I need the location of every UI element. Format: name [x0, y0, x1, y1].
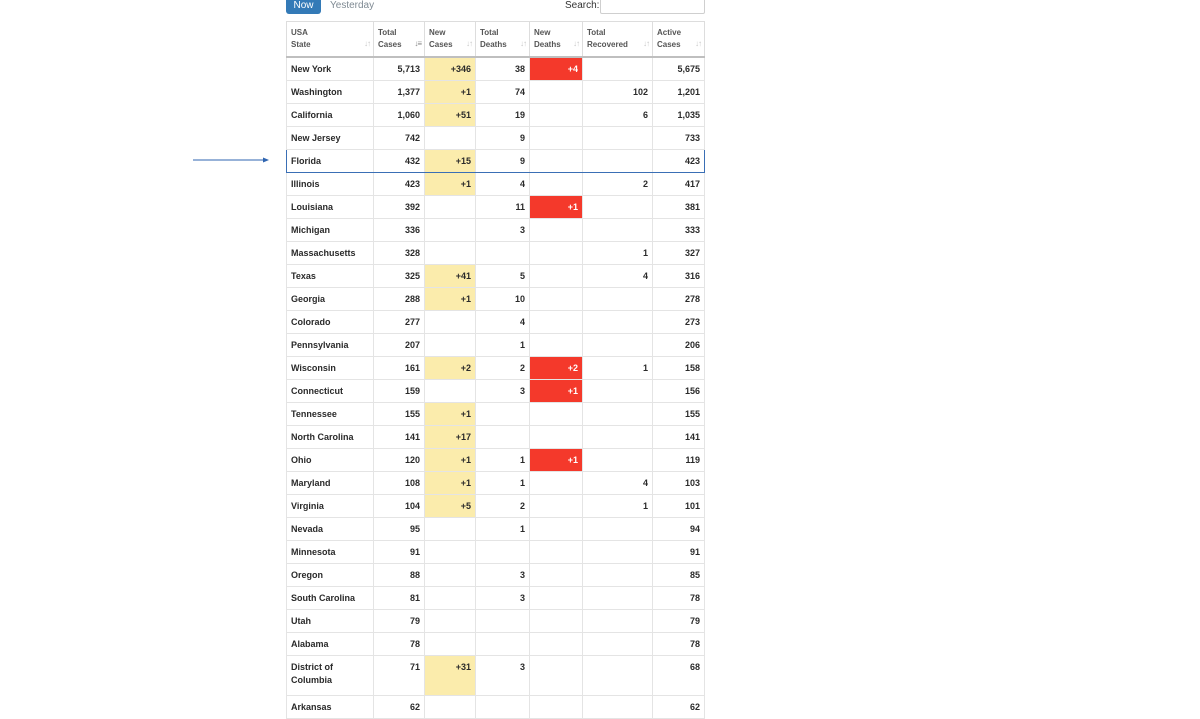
cell-total-deaths: 3	[476, 380, 530, 403]
cell-new-cases	[425, 380, 476, 403]
cell-active-cases: 91	[653, 541, 705, 564]
cell-state: Illinois	[287, 173, 374, 196]
cell-new-cases: +41	[425, 265, 476, 288]
column-header-line2: Deaths	[534, 40, 561, 49]
cell-new-deaths	[530, 150, 583, 173]
column-header-line1: Total	[378, 28, 397, 37]
table-row[interactable]	[287, 242, 705, 265]
cell-total-cases: 88	[374, 564, 425, 587]
column-header-line2: State	[291, 40, 311, 49]
cell-state: Virginia	[287, 495, 374, 518]
cell-new-cases: +2	[425, 357, 476, 380]
cell-state: Colorado	[287, 311, 374, 334]
cell-state: Utah	[287, 610, 374, 633]
cell-total-deaths: 4	[476, 311, 530, 334]
cell-state: Ohio	[287, 449, 374, 472]
cell-new-deaths	[530, 633, 583, 656]
column-header-line1: Total	[587, 28, 606, 37]
cell-new-cases: +5	[425, 495, 476, 518]
cell-new-deaths	[530, 656, 583, 696]
cell-total-cases: 1,377	[374, 81, 425, 104]
cell-new-cases: +1	[425, 472, 476, 495]
table-row[interactable]	[287, 81, 705, 104]
cell-new-cases: +346	[425, 57, 476, 81]
cell-new-cases	[425, 610, 476, 633]
table-row[interactable]	[287, 127, 705, 150]
cell-total-deaths: 3	[476, 587, 530, 610]
cell-total-cases: 104	[374, 495, 425, 518]
cell-state: Texas	[287, 265, 374, 288]
cell-new-cases	[425, 334, 476, 357]
cell-active-cases: 85	[653, 564, 705, 587]
cell-state: New York	[287, 57, 374, 81]
sort-icon: ↓↑	[695, 39, 701, 48]
cell-new-deaths	[530, 541, 583, 564]
cell-total-deaths	[476, 403, 530, 426]
column-header-line1: USA	[291, 28, 308, 37]
cell-total-recovered	[583, 219, 653, 242]
cell-total-recovered	[583, 127, 653, 150]
cell-new-deaths	[530, 311, 583, 334]
cell-total-deaths: 1	[476, 449, 530, 472]
cell-active-cases: 94	[653, 518, 705, 541]
cell-total-recovered	[583, 380, 653, 403]
cell-new-deaths: +1	[530, 449, 583, 472]
cell-new-deaths	[530, 518, 583, 541]
cell-total-recovered	[583, 150, 653, 173]
cell-total-cases: 423	[374, 173, 425, 196]
usa-cases-table	[286, 21, 705, 719]
table-row[interactable]	[287, 403, 705, 426]
cell-active-cases: 273	[653, 311, 705, 334]
cell-total-deaths: 4	[476, 173, 530, 196]
cell-total-deaths: 38	[476, 57, 530, 81]
cell-total-cases: 207	[374, 334, 425, 357]
cell-total-recovered	[583, 288, 653, 311]
search-input[interactable]	[600, 0, 705, 14]
sort-icon: ↓↑	[364, 39, 370, 48]
cell-total-cases: 432	[374, 150, 425, 173]
column-header-line2: Deaths	[480, 40, 507, 49]
cell-new-cases: +1	[425, 403, 476, 426]
cell-active-cases: 156	[653, 380, 705, 403]
column-header-line1: Total	[480, 28, 499, 37]
column-header-state[interactable]	[287, 22, 374, 58]
table-row[interactable]	[287, 219, 705, 242]
cell-new-deaths	[530, 242, 583, 265]
column-header-line2: Recovered	[587, 40, 628, 49]
cell-total-cases: 95	[374, 518, 425, 541]
cell-new-cases	[425, 518, 476, 541]
cell-active-cases: 206	[653, 334, 705, 357]
cell-total-cases: 62	[374, 696, 425, 719]
cell-total-deaths: 19	[476, 104, 530, 127]
cell-total-recovered	[583, 541, 653, 564]
cell-active-cases: 103	[653, 472, 705, 495]
cell-new-deaths	[530, 403, 583, 426]
cell-active-cases: 733	[653, 127, 705, 150]
cell-total-recovered	[583, 403, 653, 426]
cell-state: District of Columbia	[287, 656, 374, 696]
cell-total-recovered	[583, 587, 653, 610]
cell-total-deaths	[476, 633, 530, 656]
cell-total-recovered	[583, 449, 653, 472]
cell-new-cases	[425, 541, 476, 564]
cell-new-deaths	[530, 219, 583, 242]
cell-total-cases: 141	[374, 426, 425, 449]
cell-total-deaths: 1	[476, 472, 530, 495]
cell-active-cases: 333	[653, 219, 705, 242]
cell-state: Connecticut	[287, 380, 374, 403]
table-row[interactable]	[287, 150, 705, 173]
table-row[interactable]	[287, 288, 705, 311]
table-row[interactable]	[287, 495, 705, 518]
column-header-new-deaths[interactable]	[530, 22, 583, 58]
toolbar	[286, 0, 706, 16]
sort-icon: ↓↑	[573, 39, 579, 48]
cell-total-cases: 277	[374, 311, 425, 334]
sort-desc-icon: ↓≡	[414, 39, 421, 48]
cell-active-cases: 316	[653, 265, 705, 288]
cell-total-deaths: 3	[476, 656, 530, 696]
table-row[interactable]	[287, 610, 705, 633]
cell-total-deaths: 74	[476, 81, 530, 104]
cell-total-cases: 108	[374, 472, 425, 495]
table-row[interactable]	[287, 104, 705, 127]
cell-new-cases: +1	[425, 449, 476, 472]
table-header-row	[287, 22, 705, 58]
cell-active-cases: 101	[653, 495, 705, 518]
column-header-line2: Cases	[657, 40, 681, 49]
cell-new-deaths	[530, 265, 583, 288]
cell-state: New Jersey	[287, 127, 374, 150]
cell-new-deaths	[530, 127, 583, 150]
cell-total-cases: 91	[374, 541, 425, 564]
cell-total-cases: 325	[374, 265, 425, 288]
column-header-line2: Cases	[429, 40, 453, 49]
table-row[interactable]	[287, 541, 705, 564]
cell-total-cases: 159	[374, 380, 425, 403]
tab-now[interactable]: Now	[286, 0, 321, 14]
column-header-line1: New	[429, 28, 446, 37]
table-row[interactable]	[287, 472, 705, 495]
cell-total-deaths: 9	[476, 150, 530, 173]
cell-new-cases	[425, 564, 476, 587]
table-row[interactable]	[287, 173, 705, 196]
table-row[interactable]	[287, 334, 705, 357]
cell-new-deaths	[530, 173, 583, 196]
cell-new-cases	[425, 633, 476, 656]
cell-state: North Carolina	[287, 426, 374, 449]
cell-total-deaths: 2	[476, 357, 530, 380]
cell-new-cases: +15	[425, 150, 476, 173]
cell-new-deaths	[530, 610, 583, 633]
cell-new-deaths	[530, 495, 583, 518]
cell-state: Georgia	[287, 288, 374, 311]
cell-active-cases: 1,201	[653, 81, 705, 104]
cell-state: Massachusetts	[287, 242, 374, 265]
cell-active-cases: 5,675	[653, 57, 705, 81]
cell-total-cases: 392	[374, 196, 425, 219]
cell-total-deaths: 1	[476, 334, 530, 357]
table-row[interactable]	[287, 357, 705, 380]
cell-total-recovered: 6	[583, 104, 653, 127]
cell-total-deaths: 3	[476, 219, 530, 242]
cell-new-deaths: +2	[530, 357, 583, 380]
column-header-line2: Cases	[378, 40, 402, 49]
cell-active-cases: 78	[653, 633, 705, 656]
cell-total-recovered	[583, 311, 653, 334]
sort-icon: ↓↑	[643, 39, 649, 48]
cell-new-cases	[425, 127, 476, 150]
cell-total-deaths: 2	[476, 495, 530, 518]
cell-total-recovered	[583, 426, 653, 449]
cell-state: South Carolina	[287, 587, 374, 610]
cell-new-deaths	[530, 288, 583, 311]
cell-new-cases: +1	[425, 173, 476, 196]
cell-total-deaths: 3	[476, 564, 530, 587]
cell-new-deaths: +4	[530, 57, 583, 81]
cell-total-recovered: 1	[583, 495, 653, 518]
cell-new-deaths: +1	[530, 380, 583, 403]
cell-total-deaths: 5	[476, 265, 530, 288]
cell-new-cases	[425, 311, 476, 334]
cell-total-cases: 328	[374, 242, 425, 265]
cell-total-cases: 161	[374, 357, 425, 380]
cell-total-cases: 742	[374, 127, 425, 150]
cell-total-cases: 81	[374, 587, 425, 610]
cell-active-cases: 155	[653, 403, 705, 426]
table-row[interactable]	[287, 518, 705, 541]
cell-total-cases: 5,713	[374, 57, 425, 81]
cell-total-recovered	[583, 334, 653, 357]
cell-new-deaths: +1	[530, 196, 583, 219]
cell-total-deaths: 9	[476, 127, 530, 150]
cell-new-deaths	[530, 81, 583, 104]
cell-total-recovered	[583, 656, 653, 696]
cell-new-deaths	[530, 472, 583, 495]
cell-total-recovered: 102	[583, 81, 653, 104]
cell-active-cases: 119	[653, 449, 705, 472]
table-row[interactable]	[287, 633, 705, 656]
column-header-line1: New	[534, 28, 551, 37]
sort-icon: ↓↑	[466, 39, 472, 48]
cell-state: Michigan	[287, 219, 374, 242]
cell-new-deaths	[530, 564, 583, 587]
table-row[interactable]	[287, 426, 705, 449]
table-row[interactable]	[287, 564, 705, 587]
cell-total-deaths	[476, 610, 530, 633]
cell-total-recovered	[583, 57, 653, 81]
cell-total-recovered	[583, 196, 653, 219]
cell-active-cases: 327	[653, 242, 705, 265]
column-header-total-deaths[interactable]	[476, 22, 530, 58]
cell-total-recovered	[583, 610, 653, 633]
column-header-active-cases[interactable]	[653, 22, 705, 58]
cell-new-cases: +31	[425, 656, 476, 696]
cell-total-cases: 155	[374, 403, 425, 426]
cell-active-cases: 62	[653, 696, 705, 719]
cell-total-recovered: 1	[583, 242, 653, 265]
cell-new-cases: +1	[425, 288, 476, 311]
column-header-total-recovered[interactable]	[583, 22, 653, 58]
cell-new-cases	[425, 219, 476, 242]
cell-active-cases: 417	[653, 173, 705, 196]
column-header-total-cases[interactable]	[374, 22, 425, 58]
cell-total-recovered: 4	[583, 265, 653, 288]
cell-active-cases: 68	[653, 656, 705, 696]
cell-new-cases	[425, 587, 476, 610]
cell-active-cases: 278	[653, 288, 705, 311]
cell-active-cases: 381	[653, 196, 705, 219]
cell-state: Maryland	[287, 472, 374, 495]
cell-state: Louisiana	[287, 196, 374, 219]
table-row[interactable]	[287, 265, 705, 288]
column-header-line1: Active	[657, 28, 682, 37]
cell-total-recovered: 2	[583, 173, 653, 196]
table-row[interactable]	[287, 311, 705, 334]
cell-total-deaths	[476, 242, 530, 265]
cell-state: Nevada	[287, 518, 374, 541]
cell-total-recovered: 1	[583, 357, 653, 380]
cell-state: Oregon	[287, 564, 374, 587]
cell-state: Washington	[287, 81, 374, 104]
cell-new-deaths	[530, 426, 583, 449]
tab-yesterday[interactable]: Yesterday	[330, 0, 375, 11]
cell-state: Arkansas	[287, 696, 374, 719]
table-row[interactable]	[287, 380, 705, 403]
table-row[interactable]	[287, 656, 705, 696]
cell-total-recovered: 4	[583, 472, 653, 495]
cell-new-cases: +17	[425, 426, 476, 449]
cell-new-deaths	[530, 587, 583, 610]
column-header-new-cases[interactable]	[425, 22, 476, 58]
cell-total-cases: 79	[374, 610, 425, 633]
cell-active-cases: 141	[653, 426, 705, 449]
cell-total-cases: 336	[374, 219, 425, 242]
cell-active-cases: 79	[653, 610, 705, 633]
cell-active-cases: 78	[653, 587, 705, 610]
cell-total-cases: 288	[374, 288, 425, 311]
cell-state: California	[287, 104, 374, 127]
table-row[interactable]	[287, 587, 705, 610]
row-pointer-arrow-icon	[193, 154, 269, 166]
cell-new-cases	[425, 242, 476, 265]
cell-new-cases: +51	[425, 104, 476, 127]
cell-state: Pennsylvania	[287, 334, 374, 357]
cell-new-deaths	[530, 334, 583, 357]
cell-total-deaths	[476, 426, 530, 449]
cell-total-recovered	[583, 518, 653, 541]
table-row[interactable]	[287, 196, 705, 219]
cell-state: Florida	[287, 150, 374, 173]
cell-state: Tennessee	[287, 403, 374, 426]
cell-new-deaths	[530, 104, 583, 127]
table-row[interactable]	[287, 57, 705, 81]
cell-total-deaths: 11	[476, 196, 530, 219]
cell-total-deaths	[476, 541, 530, 564]
cell-total-cases: 1,060	[374, 104, 425, 127]
cell-total-deaths: 10	[476, 288, 530, 311]
cell-total-deaths: 1	[476, 518, 530, 541]
cell-active-cases: 423	[653, 150, 705, 173]
cell-total-cases: 78	[374, 633, 425, 656]
cell-state: Alabama	[287, 633, 374, 656]
cell-new-cases: +1	[425, 81, 476, 104]
cell-active-cases: 158	[653, 357, 705, 380]
cell-total-cases: 71	[374, 656, 425, 696]
cell-new-cases	[425, 196, 476, 219]
cell-state: Minnesota	[287, 541, 374, 564]
cell-total-cases: 120	[374, 449, 425, 472]
cell-total-recovered	[583, 564, 653, 587]
cell-active-cases: 1,035	[653, 104, 705, 127]
cell-total-recovered	[583, 633, 653, 656]
cell-state: Wisconsin	[287, 357, 374, 380]
sort-icon: ↓↑	[520, 39, 526, 48]
search-label: Search:	[565, 0, 600, 11]
table-row[interactable]	[287, 449, 705, 472]
